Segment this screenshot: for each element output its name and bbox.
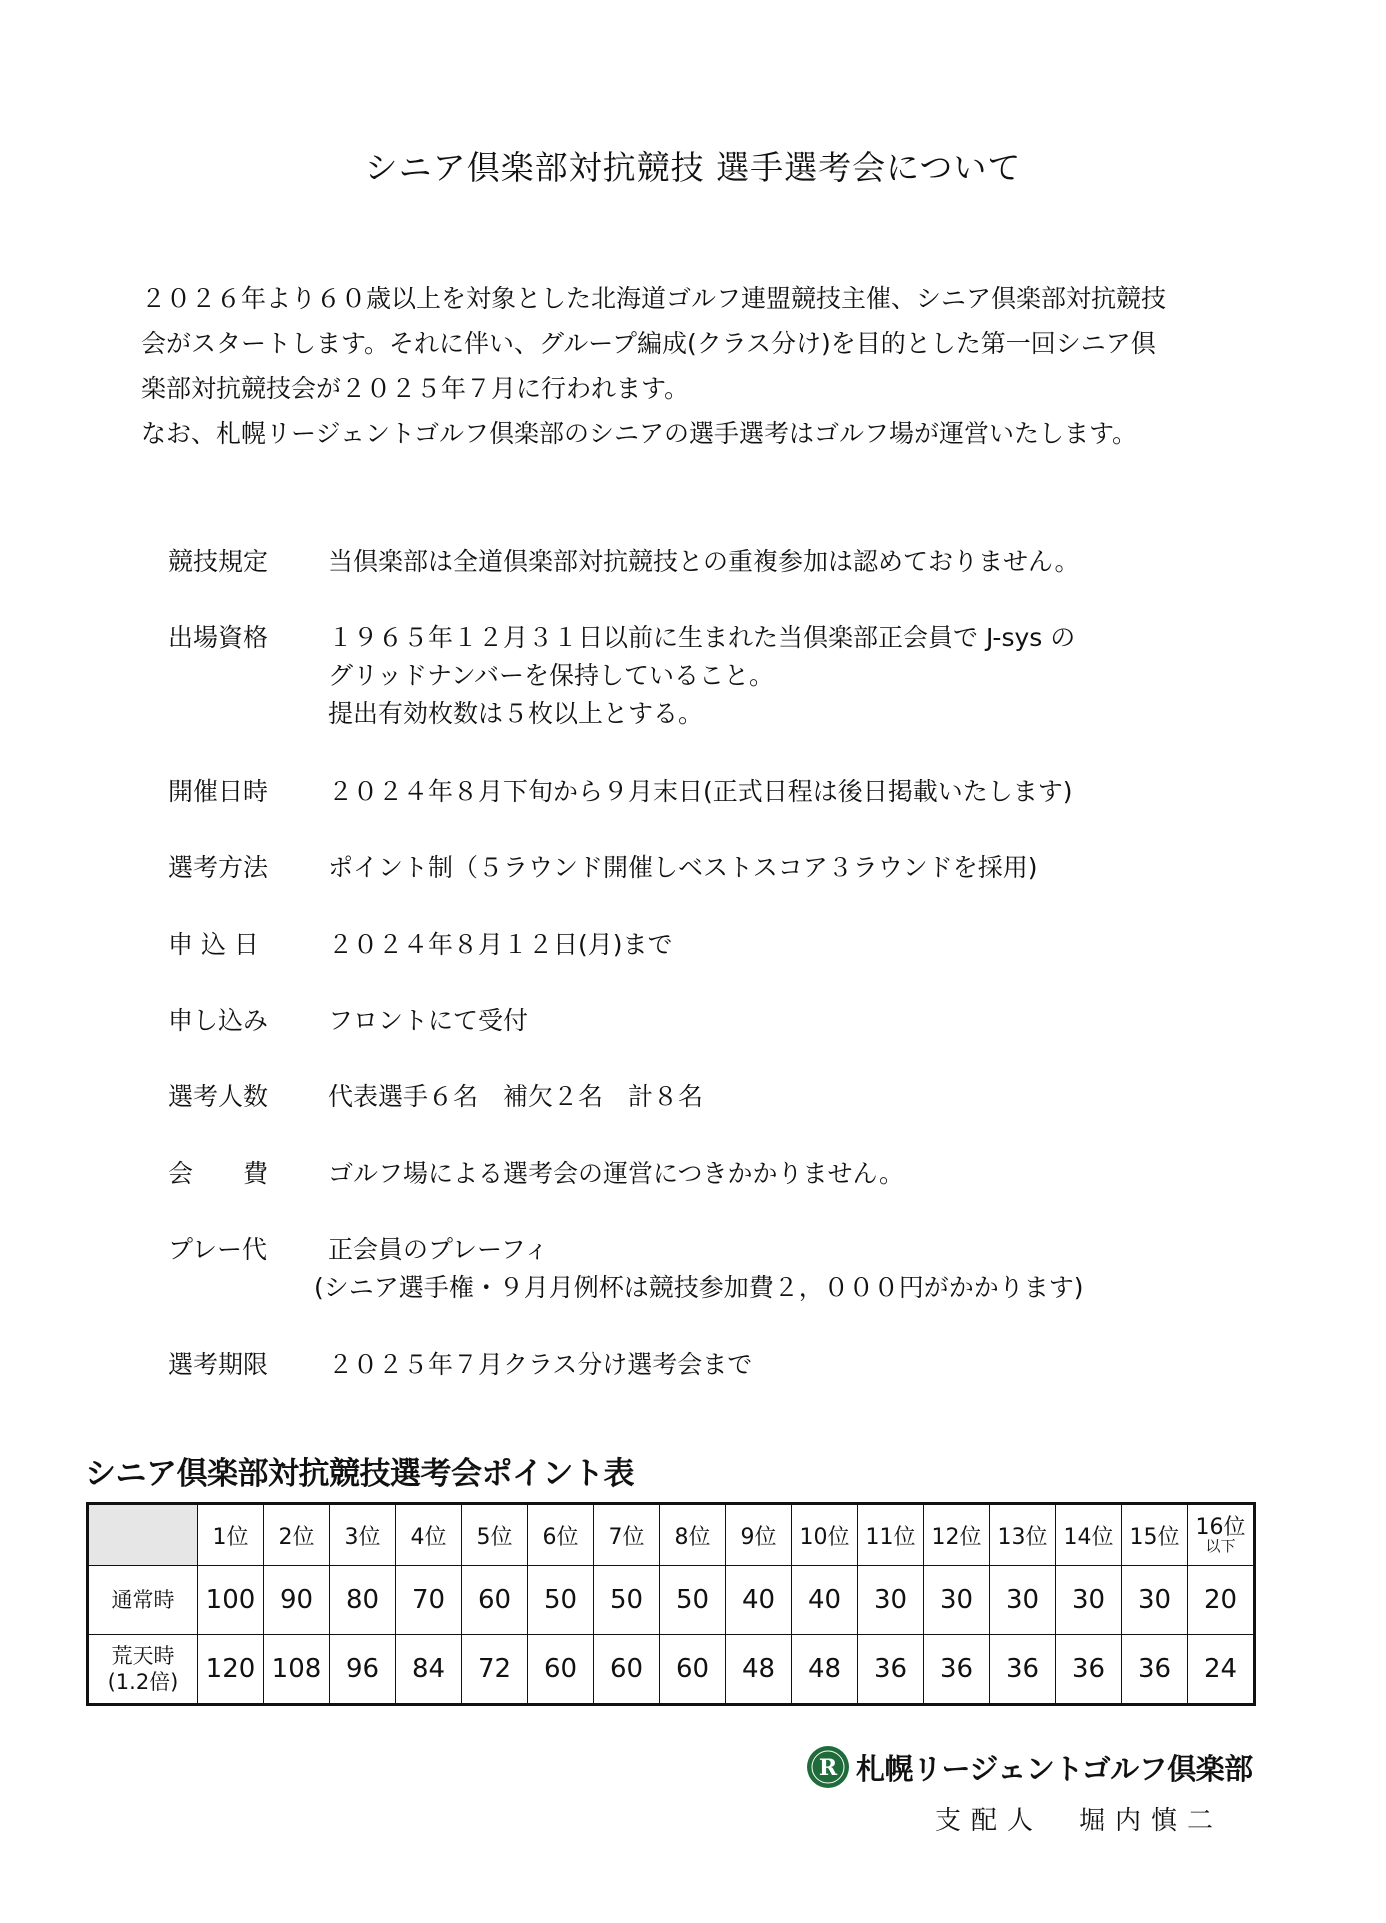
points-cell: 120 — [198, 1635, 264, 1705]
row-label-line: (1.2倍) — [107, 1670, 179, 1694]
row-label: 通常時 — [88, 1566, 198, 1635]
points-cell: 80 — [330, 1566, 396, 1635]
points-cell: 60 — [594, 1635, 660, 1705]
points-cell: 50 — [594, 1566, 660, 1635]
points-cell: 30 — [1056, 1566, 1122, 1635]
detail-line: (シニア選手権・９月月例杯は競技参加費２，０００円がかかります) — [314, 1273, 1084, 1302]
detail-value — [328, 849, 1288, 887]
detail-label: 選考期限 — [168, 1350, 269, 1379]
rank-header: 10位 — [792, 1504, 858, 1566]
detail-label: 申し込み — [168, 1006, 269, 1035]
club-name: 札幌リージェントゴルフ倶楽部 — [856, 1751, 1253, 1786]
points-cell: 72 — [462, 1635, 528, 1705]
rank-header: 4位 — [396, 1504, 462, 1566]
detail-value — [328, 926, 1288, 964]
points-cell: 100 — [198, 1566, 264, 1635]
intro-line: ２０２６年より６０歳以上を対象とした北海道ゴルフ連盟競技主催、シニア倶楽部対抗競技 — [141, 284, 1167, 313]
points-cell: 50 — [528, 1566, 594, 1635]
detail-line: １９６５年１２月３１日以前に生まれた当倶楽部正会員で J-sys の — [328, 623, 1076, 652]
rank-header: 6位 — [528, 1504, 594, 1566]
points-cell: 20 — [1188, 1566, 1255, 1635]
rank-header: 2位 — [264, 1504, 330, 1566]
detail-label: 選考人数 — [168, 1082, 269, 1111]
detail-line: ゴルフ場による選考会の運営につきかかりません。 — [328, 1159, 905, 1188]
intro-line: 会がスタートします。それに伴い、グループ編成(クラス分け)を目的とした第一回シニア倶 — [141, 329, 1156, 358]
table-row-normal — [88, 1566, 1255, 1635]
intro-line: なお、札幌リージェントゴルフ倶楽部のシニアの選手選考はゴルフ場が運営いたします。 — [141, 419, 1138, 448]
rank-header: 9位 — [726, 1504, 792, 1566]
row-label-line: 荒天時 — [111, 1644, 175, 1668]
points-cell: 36 — [858, 1635, 924, 1705]
detail-label: 申 込 日 — [168, 930, 259, 959]
detail-value — [328, 1346, 1288, 1384]
table-header-row — [88, 1504, 1255, 1566]
points-cell: 30 — [1122, 1566, 1188, 1635]
logo-letter: R — [818, 1755, 838, 1781]
points-cell: 36 — [990, 1635, 1056, 1705]
points-cell: 40 — [726, 1566, 792, 1635]
detail-label: 出場資格 — [168, 623, 269, 652]
points-cell: 60 — [660, 1635, 726, 1705]
points-cell: 84 — [396, 1635, 462, 1705]
points-table — [86, 1502, 1256, 1706]
detail-label: プレー代 — [168, 1235, 268, 1264]
detail-line: ポイント制（５ラウンド開催しベストスコア３ラウンドを採用) — [328, 853, 1038, 882]
page-title: シニア倶楽部対抗競技 選手選考会について — [364, 148, 1022, 187]
points-cell: 90 — [264, 1566, 330, 1635]
club-logo-icon — [806, 1745, 850, 1789]
detail-line: フロントにて受付 — [328, 1006, 529, 1035]
rank-header: 1位 — [198, 1504, 264, 1566]
detail-label: 選考方法 — [168, 853, 269, 882]
rank-header: 14位 — [1056, 1504, 1122, 1566]
detail-value — [328, 543, 1288, 581]
points-cell: 30 — [858, 1566, 924, 1635]
detail-line: グリッドナンバーを保持していること。 — [328, 661, 775, 690]
points-cell: 30 — [924, 1566, 990, 1635]
detail-value — [328, 1155, 1288, 1193]
points-cell: 48 — [792, 1635, 858, 1705]
points-table-title: シニア倶楽部対抗競技選考会ポイント表 — [85, 1456, 634, 1492]
rank-header: 5位 — [462, 1504, 528, 1566]
points-cell: 40 — [792, 1566, 858, 1635]
points-cell: 108 — [264, 1635, 330, 1705]
detail-line: ２０２５年７月クラス分け選考会まで — [328, 1350, 753, 1379]
intro-paragraph — [141, 276, 1271, 456]
detail-line: 正会員のプレーフィ — [328, 1235, 549, 1264]
rank-header-main: 16位 — [1195, 1514, 1246, 1540]
manager-signature: 支配人 堀内慎二 — [935, 1806, 1224, 1836]
points-cell: 36 — [924, 1635, 990, 1705]
points-cell: 36 — [1056, 1635, 1122, 1705]
intro-line: 楽部対抗競技会が２０２５年７月に行われます。 — [141, 374, 690, 403]
points-cell: 96 — [330, 1635, 396, 1705]
rank-header-last — [1188, 1504, 1255, 1566]
points-cell: 24 — [1188, 1635, 1255, 1705]
detail-label: 開催日時 — [168, 777, 269, 806]
detail-value — [328, 1002, 1288, 1040]
detail-value — [314, 1231, 1288, 1307]
detail-line: 代表選手６名 補欠２名 計８名 — [328, 1082, 704, 1111]
club-signature — [806, 1743, 1253, 1791]
detail-line: 当倶楽部は全道倶楽部対抗競技との重複参加は認めておりません。 — [328, 547, 1080, 576]
detail-label: 会 費 — [168, 1159, 269, 1188]
rank-header: 11位 — [858, 1504, 924, 1566]
table-row-bad-weather — [88, 1635, 1255, 1705]
detail-line: ２０２４年８月下旬から９月末日(正式日程は後日掲載いたします) — [328, 777, 1073, 806]
detail-value — [328, 1078, 1288, 1116]
points-cell: 48 — [726, 1635, 792, 1705]
points-cell: 60 — [528, 1635, 594, 1705]
rank-header: 8位 — [660, 1504, 726, 1566]
points-cell: 30 — [990, 1566, 1056, 1635]
detail-value — [328, 773, 1288, 811]
rank-header: 12位 — [924, 1504, 990, 1566]
rank-header: 13位 — [990, 1504, 1056, 1566]
table-corner-cell — [88, 1504, 198, 1566]
rank-header: 3位 — [330, 1504, 396, 1566]
detail-value — [328, 619, 1288, 733]
rank-header: 7位 — [594, 1504, 660, 1566]
points-cell: 60 — [462, 1566, 528, 1635]
detail-label: 競技規定 — [168, 547, 269, 576]
points-cell: 70 — [396, 1566, 462, 1635]
row-label — [88, 1635, 198, 1705]
rank-header-sub: 以下 — [1205, 1536, 1236, 1555]
points-cell: 36 — [1122, 1635, 1188, 1705]
detail-line: ２０２４年８月１２日(月)まで — [328, 930, 673, 959]
points-cell: 50 — [660, 1566, 726, 1635]
rank-header: 15位 — [1122, 1504, 1188, 1566]
detail-line: 提出有効枚数は５枚以上とする。 — [328, 699, 704, 728]
